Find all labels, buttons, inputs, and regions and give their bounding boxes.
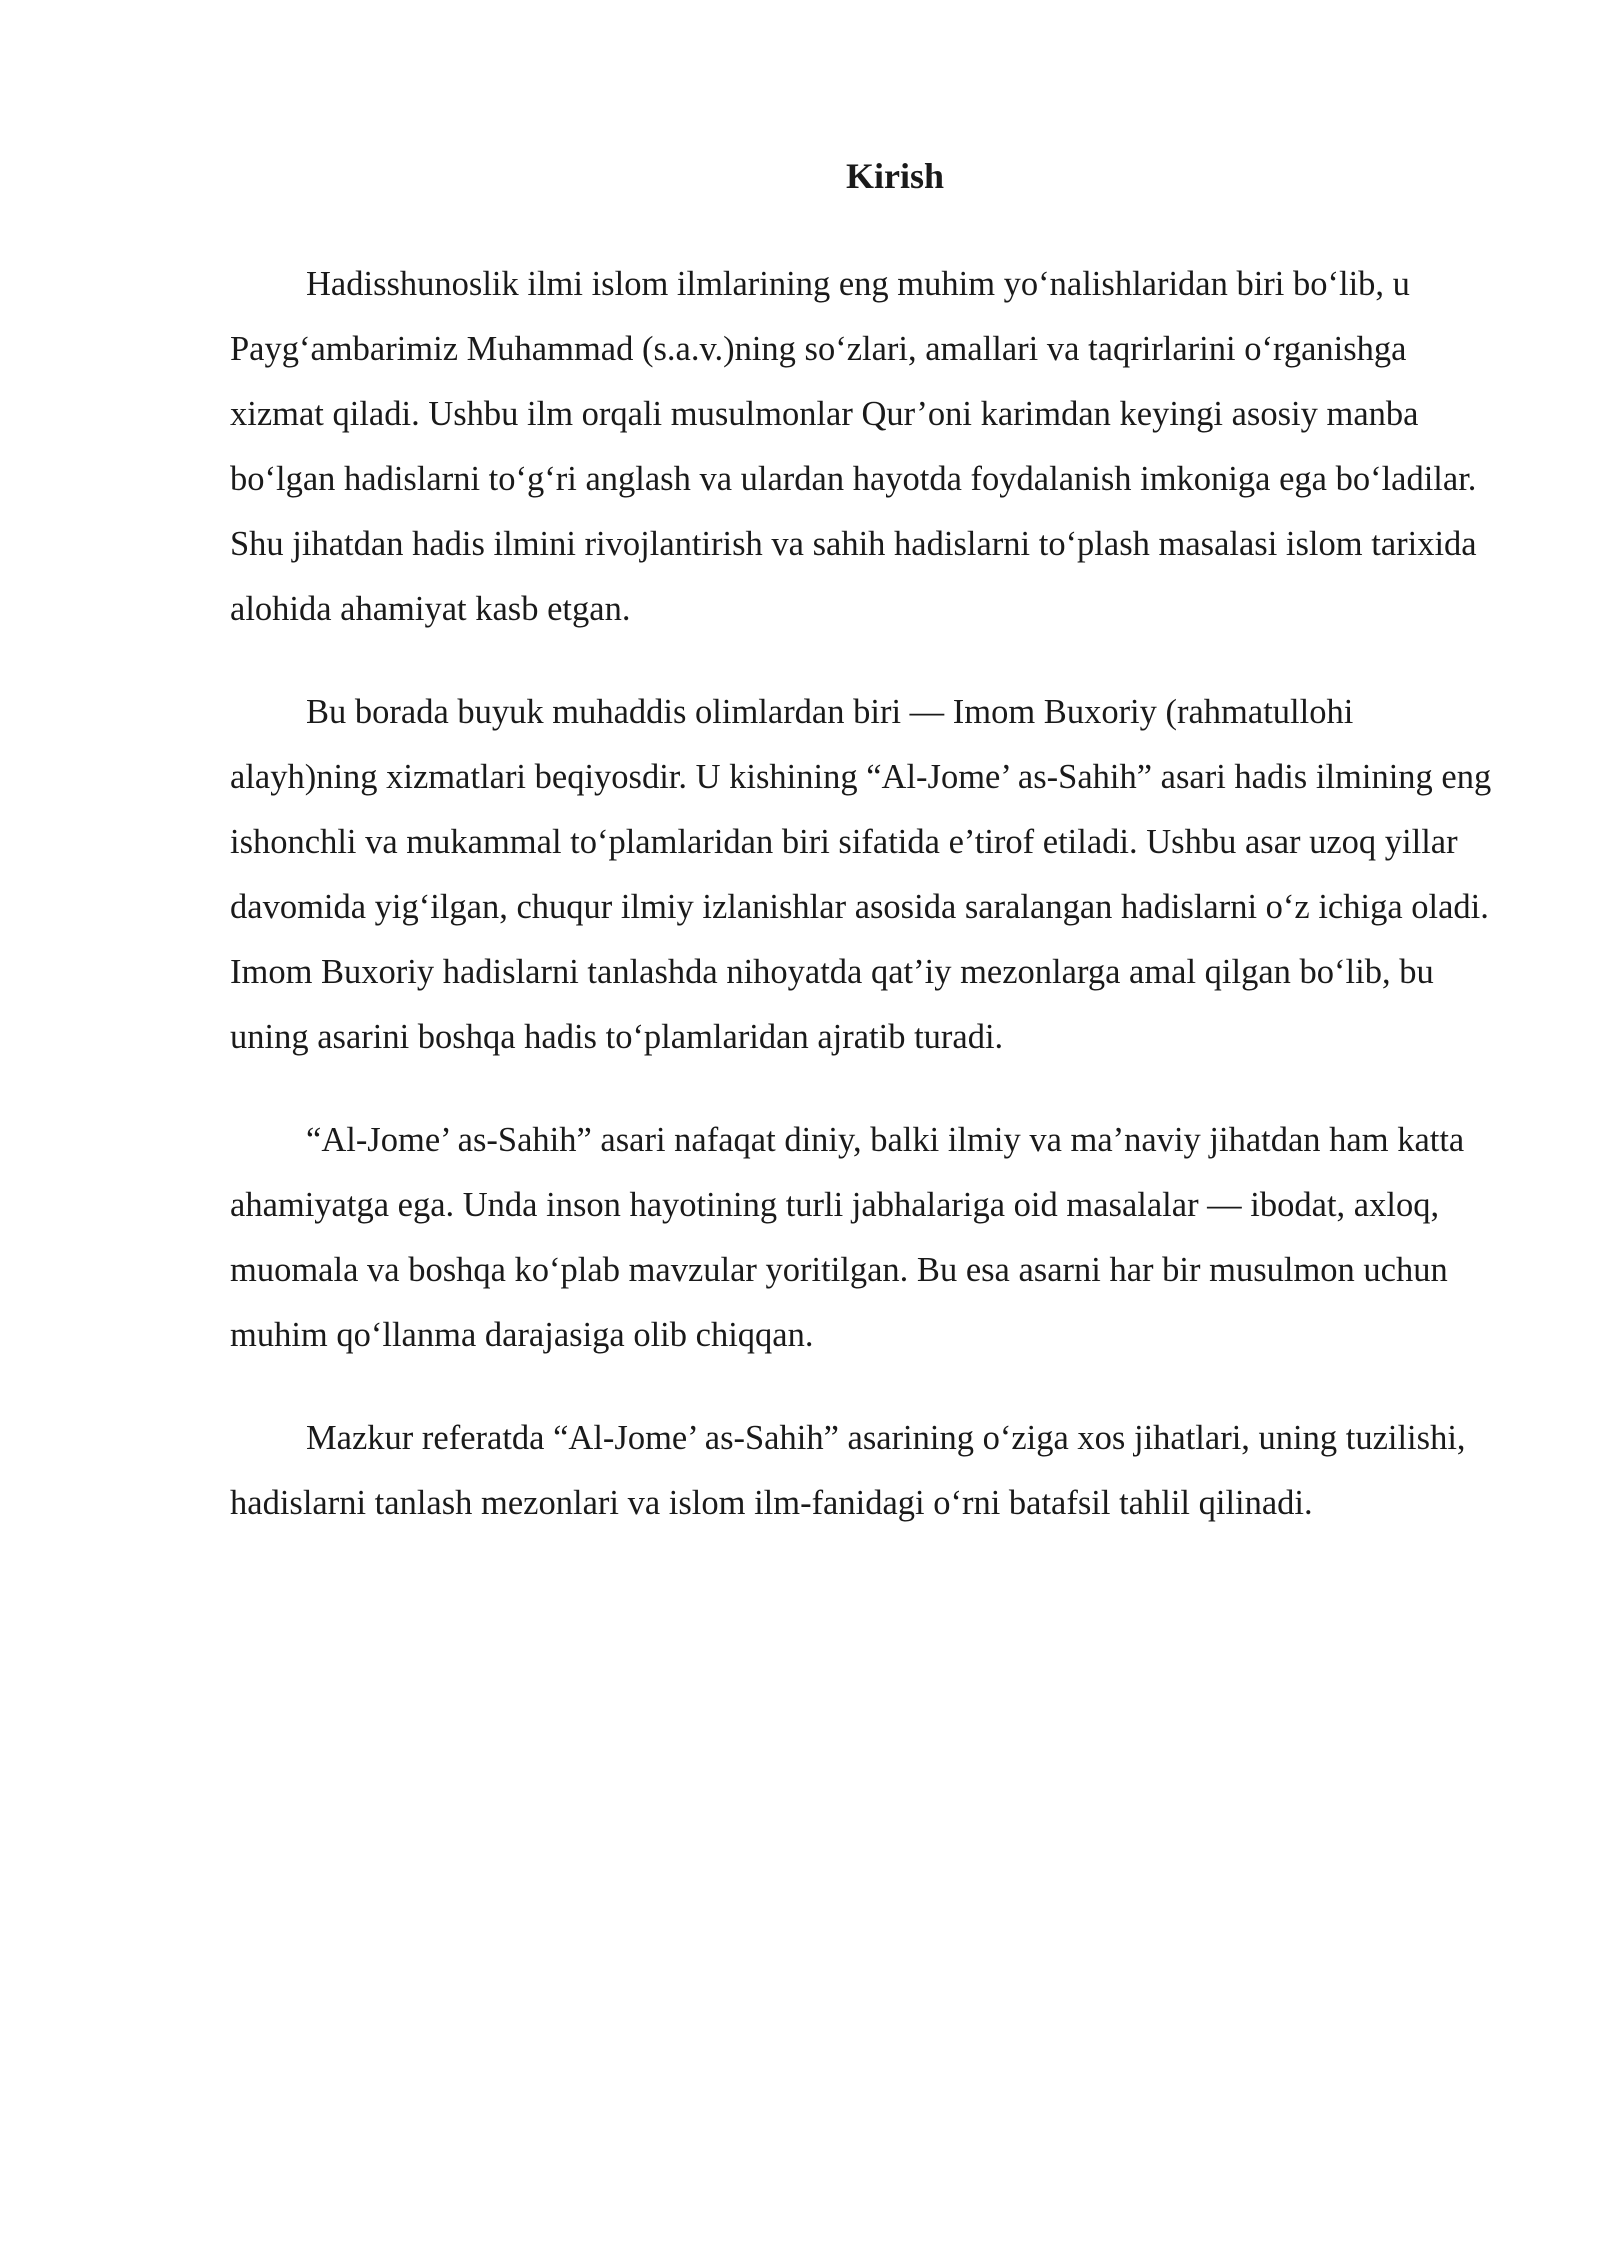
paragraph-4: Mazkur referatda “Al-Jome’ as-Sahih” asarining oʻziga xos jihatlari, uning tuzilishi, hadislarni tanlash mezonlari va islom ilm-fanidagi oʻrni batafsil tahlil qilinadi. <box>230 1419 1466 1522</box>
document-body <box>230 252 1492 1574</box>
paragraph-2: Bu borada buyuk muhaddis olimlardan biri — Imom Buxoriy (rahmatullohi alayh)ning xizmatlari beqiyosdir. U kishining “Al-Jome’ as-Sahih” asari hadis ilmining eng ishonchli va mukammal toʻplamlaridan biri sifatida e’tirof etiladi. Ushbu asar uzoq yillar davomida yigʻilgan, chuqur ilmiy izlanishlar asosida saralangan hadislarni oʻz ichiga oladi. Imom Buxoriy hadislarni tanlashda nihoyatda qat’iy mezonlarga amal qilgan boʻlib, bu uning asarini boshqa hadis toʻplamlaridan ajratib turadi. <box>230 693 1492 1056</box>
page-title: Kirish <box>845 156 944 196</box>
paragraph-3: “Al-Jome’ as-Sahih” asari nafaqat diniy, balki ilmiy va ma’naviy jihatdan ham katta ahamiyatga ega. Unda inson hayotining turli jabhalariga oid masalalar — ibodat, axloq, muomala va boshqa koʻplab mavzular yoritilgan. Bu esa asarni har bir musulmon uchun muhim qoʻllanma darajasiga olib chiqqan. <box>230 1121 1465 1354</box>
paragraph-1: Hadisshunoslik ilmi islom ilmlarining eng muhim yoʻnalishlaridan biri boʻlib, u Paygʻambarimiz Muhammad (s.a.v.)ning soʻzlari, amallari va taqrirlarini oʻrganishga xizmat qiladi. Ushbu ilm orqali musulmonlar Qur’oni karimdan keyingi asosiy manba boʻlgan hadislarni toʻgʻri anglash va ulardan hayotda foydalanish imkoniga ega boʻladilar. Shu jihatdan hadis ilmini rivojlantirish va sahih hadislarni toʻplash masalasi islom tarixida alohida ahamiyat kasb etgan. <box>230 265 1477 628</box>
